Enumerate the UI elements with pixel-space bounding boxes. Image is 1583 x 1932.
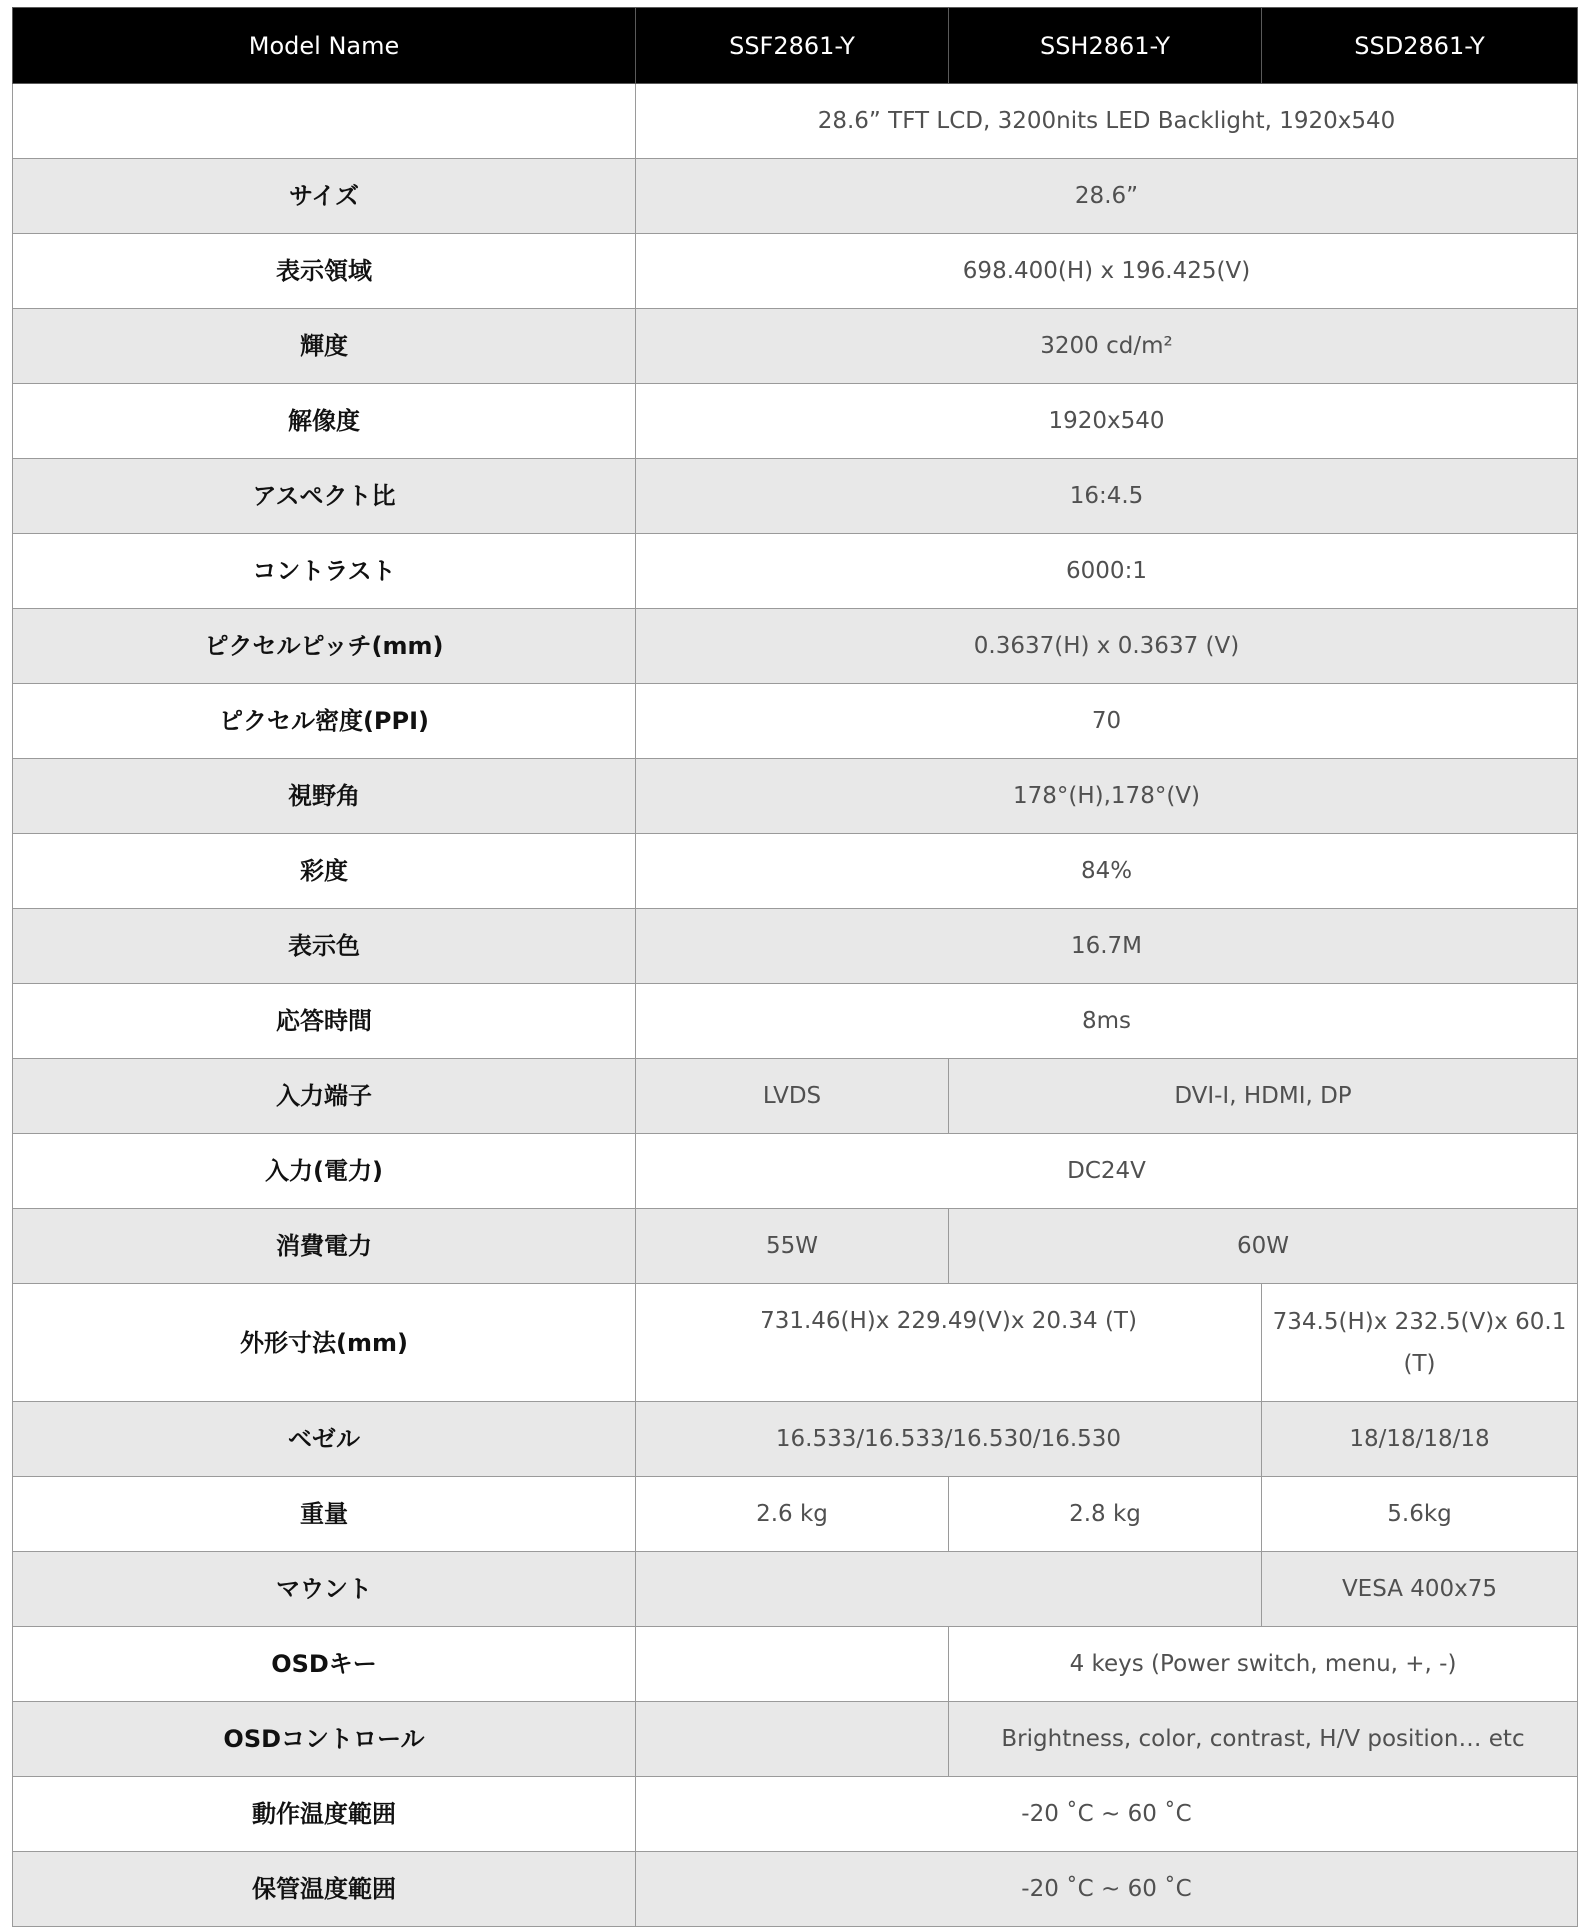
spec-label: OSDコントロール [13, 1702, 636, 1777]
model-header-ssh2861: SSH2861-Y [949, 8, 1262, 84]
spec-value [636, 1627, 949, 1702]
spec-value: 18/18/18/18 [1262, 1402, 1578, 1477]
spec-value: 5.6kg [1262, 1477, 1578, 1552]
header-row [13, 8, 1578, 84]
model-header-ssd2861: SSD2861-Y [1262, 8, 1578, 84]
spec-value [636, 1702, 949, 1777]
table-body [13, 84, 1578, 1927]
spec-label: 動作温度範囲 [13, 1777, 636, 1852]
spec-label: コントラスト [13, 534, 636, 609]
table-row [13, 84, 1578, 159]
spec-value: 178°(H),178°(V) [636, 759, 1578, 834]
table-row [13, 759, 1578, 834]
spec-value: 3200 cd/m² [636, 309, 1578, 384]
spec-label: 表示色 [13, 909, 636, 984]
table-row [13, 1777, 1578, 1852]
table-row [13, 534, 1578, 609]
table-row [13, 159, 1578, 234]
spec-label: OSDキー [13, 1627, 636, 1702]
spec-label: 消費電力 [13, 1209, 636, 1284]
spec-label: ピクセルピッチ(mm) [13, 609, 636, 684]
table-row [13, 1627, 1578, 1702]
table-row [13, 1402, 1578, 1477]
table-row [13, 1134, 1578, 1209]
spec-label: 重量 [13, 1477, 636, 1552]
spec-label: アスペクト比 [13, 459, 636, 534]
table-row [13, 1209, 1578, 1284]
spec-value: 731.46(H)x 229.49(V)x 20.34 (T) [636, 1284, 1262, 1402]
spec-label: 応答時間 [13, 984, 636, 1059]
spec-label: 入力端子 [13, 1059, 636, 1134]
spec-value: 28.6” [636, 159, 1578, 234]
spec-value: 698.400(H) x 196.425(V) [636, 234, 1578, 309]
spec-label: 輝度 [13, 309, 636, 384]
spec-label: 保管温度範囲 [13, 1852, 636, 1927]
model-header-ssf2861: SSF2861-Y [636, 8, 949, 84]
spec-label: 視野角 [13, 759, 636, 834]
spec-table [12, 7, 1578, 1927]
spec-label: 外形寸法(mm) [13, 1284, 636, 1402]
spec-value: 84% [636, 834, 1578, 909]
spec-value: Brightness, color, contrast, H/V position… etc [949, 1702, 1578, 1777]
table-row [13, 834, 1578, 909]
spec-value [636, 1552, 1262, 1627]
spec-label: 彩度 [13, 834, 636, 909]
table-row [13, 909, 1578, 984]
spec-value: DVI-I, HDMI, DP [949, 1059, 1578, 1134]
table-row [13, 1852, 1578, 1927]
spec-label: ピクセル密度(PPI) [13, 684, 636, 759]
spec-label: 解像度 [13, 384, 636, 459]
spec-value: 60W [949, 1209, 1578, 1284]
spec-value: 4 keys (Power switch, menu, +, -) [949, 1627, 1578, 1702]
spec-value: -20 ˚C ~ 60 ˚C [636, 1852, 1578, 1927]
spec-value: 2.6 kg [636, 1477, 949, 1552]
table-row [13, 1059, 1578, 1134]
spec-label: ベゼル [13, 1402, 636, 1477]
spec-value: 2.8 kg [949, 1477, 1262, 1552]
spec-value: -20 ˚C ~ 60 ˚C [636, 1777, 1578, 1852]
model-name-header: Model Name [13, 8, 636, 84]
table-row [13, 384, 1578, 459]
table-row [13, 459, 1578, 534]
table-row [13, 984, 1578, 1059]
spec-value: 8ms [636, 984, 1578, 1059]
spec-value: 16.533/16.533/16.530/16.530 [636, 1402, 1262, 1477]
table-row [13, 1284, 1578, 1402]
spec-label: サイズ [13, 159, 636, 234]
spec-label: 入力(電力) [13, 1134, 636, 1209]
table-row [13, 309, 1578, 384]
spec-value: 6000:1 [636, 534, 1578, 609]
table-row [13, 1702, 1578, 1777]
table-row [13, 684, 1578, 759]
spec-value: VESA 400x75 [1262, 1552, 1578, 1627]
spec-value: 70 [636, 684, 1578, 759]
spec-label: マウント [13, 1552, 636, 1627]
table-row [13, 234, 1578, 309]
table-row [13, 609, 1578, 684]
spec-label: 表示領域 [13, 234, 636, 309]
spec-value: 734.5(H)x 232.5(V)x 60.1 (T) [1262, 1284, 1578, 1402]
spec-value: 16:4.5 [636, 459, 1578, 534]
table-header [13, 8, 1578, 84]
spec-value: DC24V [636, 1134, 1578, 1209]
spec-label [13, 84, 636, 159]
spec-value: 28.6” TFT LCD, 3200nits LED Backlight, 1920x540 [636, 84, 1578, 159]
spec-value: 1920x540 [636, 384, 1578, 459]
table-row [13, 1477, 1578, 1552]
spec-value: 55W [636, 1209, 949, 1284]
spec-value: LVDS [636, 1059, 949, 1134]
table-row [13, 1552, 1578, 1627]
spec-value: 0.3637(H) x 0.3637 (V) [636, 609, 1578, 684]
spec-value: 16.7M [636, 909, 1578, 984]
